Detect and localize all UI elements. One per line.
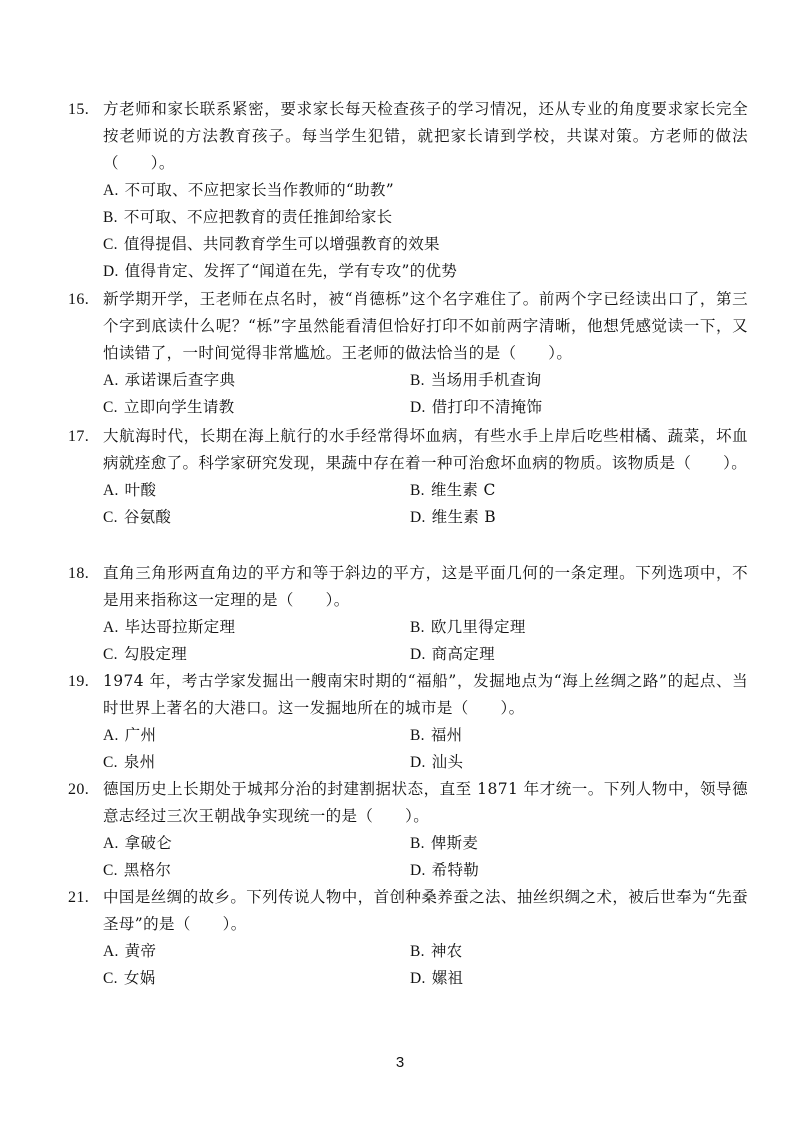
question-stem	[68, 423, 748, 477]
option-c[interactable]	[103, 749, 410, 776]
option-letter: B.	[103, 209, 118, 226]
question-text: 德国历史上长期处于城邦分治的封建割据状态，直至 1871 年才统一。下列人物中，领导德意志经过三次王朝战争实现统一的是（ ）。	[103, 780, 748, 825]
option-list	[68, 722, 748, 776]
option-text: 立即向学生请教	[123, 398, 235, 416]
option-text: 毕达哥拉斯定理	[124, 618, 236, 636]
question-15	[68, 96, 748, 285]
option-b[interactable]	[410, 722, 750, 749]
option-text: 女娲	[123, 969, 156, 987]
option-letter: A.	[103, 943, 119, 960]
option-list	[68, 830, 748, 884]
option-list	[68, 938, 748, 992]
option-c[interactable]	[103, 641, 410, 668]
option-letter: A.	[103, 619, 119, 636]
option-b[interactable]	[410, 938, 750, 965]
question-stem	[68, 668, 748, 722]
question-number: 15.	[68, 101, 90, 118]
option-letter: C.	[103, 509, 118, 526]
question-number: 20.	[68, 781, 90, 798]
question-stem	[68, 776, 748, 830]
option-letter: D.	[410, 970, 426, 987]
option-text: 泉州	[123, 753, 156, 771]
option-text: 希特勒	[431, 861, 480, 879]
option-text: 维生素 B	[431, 508, 496, 526]
option-text: 不可取、不应把家长当作教师的“助教”	[124, 181, 394, 199]
option-d[interactable]	[103, 258, 750, 285]
question-text: 新学期开学，王老师在点名时，被“肖德栎”这个名字难住了。前两个字已经读出口了，第三个字到底读什么呢？“栎”字虽然能看清但恰好打印不如前两字清晰，他想凭感觉读一下，又怕读错了，一时间觉得非常尴尬。王老师的做法恰当的是（ ）。	[103, 290, 748, 362]
option-text: 借打印不清掩饰	[431, 398, 543, 416]
option-d[interactable]	[410, 504, 750, 531]
option-list	[68, 177, 748, 285]
question-text: 中国是丝绸的故乡。下列传说人物中，首创种桑养蚕之法、抽丝织绸之术，被后世奉为“先蚕圣母”的是（ ）。	[103, 888, 748, 933]
question-17	[68, 423, 748, 531]
option-list	[68, 614, 748, 668]
option-text: 不可取、不应把教育的责任推卸给家长	[123, 208, 393, 226]
option-c[interactable]	[103, 965, 410, 992]
option-text: 值得肯定、发挥了“闻道在先，学有专攻”的优势	[124, 262, 458, 280]
option-a[interactable]	[103, 477, 410, 504]
option-letter: C.	[103, 399, 118, 416]
option-a[interactable]	[103, 614, 410, 641]
option-text: 谷氨酸	[123, 508, 172, 526]
option-letter: A.	[103, 835, 119, 852]
option-d[interactable]	[410, 394, 750, 421]
option-b[interactable]	[410, 367, 750, 394]
option-text: 勾股定理	[123, 645, 188, 663]
option-c[interactable]	[103, 504, 410, 531]
option-letter: D.	[410, 399, 426, 416]
option-b[interactable]	[410, 614, 750, 641]
option-b[interactable]	[410, 477, 750, 504]
option-text: 商高定理	[431, 645, 495, 663]
question-number: 17.	[68, 428, 90, 445]
option-letter: A.	[103, 182, 119, 199]
question-stem	[68, 96, 748, 177]
option-b[interactable]	[103, 204, 750, 231]
option-a[interactable]	[103, 177, 750, 204]
option-letter: A.	[103, 727, 119, 744]
option-letter: D.	[410, 509, 426, 526]
option-letter: B.	[410, 619, 425, 636]
question-text: 1974 年，考古学家发掘出一艘南宋时期的“福船”，发掘地点为“海上丝绸之路”的起点、当时世界上著名的大港口。这一发掘地所在的城市是（ ）。	[103, 672, 748, 717]
option-letter: B.	[410, 835, 425, 852]
option-d[interactable]	[410, 965, 750, 992]
option-text: 值得提倡、共同教育学生可以增强教育的效果	[123, 235, 440, 253]
option-letter: C.	[103, 754, 118, 771]
option-a[interactable]	[103, 830, 410, 857]
option-text: 当场用手机查询	[430, 371, 542, 389]
option-letter: D.	[410, 646, 426, 663]
question-21	[68, 884, 748, 992]
option-letter: B.	[410, 943, 425, 960]
question-18	[68, 560, 748, 668]
option-letter: B.	[410, 727, 425, 744]
option-text: 黄帝	[124, 942, 157, 960]
question-stem	[68, 560, 748, 614]
option-text: 黑格尔	[123, 861, 172, 879]
option-letter: C.	[103, 236, 118, 253]
option-text: 拿破仑	[124, 834, 173, 852]
question-number: 19.	[68, 673, 90, 690]
question-number: 16.	[68, 291, 90, 308]
question-20	[68, 776, 748, 884]
option-text: 汕头	[431, 753, 464, 771]
option-text: 欧几里得定理	[430, 618, 526, 636]
option-text: 福州	[430, 726, 463, 744]
option-text: 神农	[430, 942, 463, 960]
option-text: 广州	[124, 726, 157, 744]
page-number: 3	[395, 1054, 405, 1071]
option-a[interactable]	[103, 367, 410, 394]
option-letter: C.	[103, 646, 118, 663]
option-c[interactable]	[103, 857, 410, 884]
option-letter: A.	[103, 372, 119, 389]
question-text: 直角三角形两直角边的平方和等于斜边的平方，这是平面几何的一条定理。下列选项中，不是用来指称这一定理的是（ ）。	[103, 564, 748, 609]
question-number: 18.	[68, 565, 90, 582]
question-16	[68, 286, 748, 421]
option-b[interactable]	[410, 830, 750, 857]
option-letter: A.	[103, 482, 119, 499]
option-list	[68, 477, 748, 531]
option-d[interactable]	[410, 749, 750, 776]
option-letter: D.	[103, 263, 119, 280]
option-d[interactable]	[410, 641, 750, 668]
question-stem	[68, 884, 748, 938]
option-list	[68, 367, 748, 421]
question-text: 方老师和家长联系紧密，要求家长每天检查孩子的学习情况，还从专业的角度要求家长完全按老师说的方法教育孩子。每当学生犯错，就把家长请到学校，共谋对策。方老师的做法（ ）。	[103, 100, 748, 172]
option-text: 维生素 C	[430, 481, 496, 499]
question-number: 21.	[68, 889, 90, 906]
option-letter: C.	[103, 970, 118, 987]
question-stem	[68, 286, 748, 367]
question-19	[68, 668, 748, 776]
option-d[interactable]	[410, 857, 750, 884]
option-letter: C.	[103, 862, 118, 879]
option-letter: D.	[410, 754, 426, 771]
option-c[interactable]	[103, 394, 410, 421]
question-text: 大航海时代，长期在海上航行的水手经常得坏血病，有些水手上岸后吃些柑橘、蔬菜，坏血病就痊愈了。科学家研究发现，果蔬中存在着一种可治愈坏血病的物质。该物质是（ ）。	[103, 427, 748, 472]
option-letter: D.	[410, 862, 426, 879]
option-text: 俾斯麦	[430, 834, 479, 852]
option-c[interactable]	[103, 231, 750, 258]
option-letter: B.	[410, 372, 425, 389]
option-a[interactable]	[103, 722, 410, 749]
option-a[interactable]	[103, 938, 410, 965]
option-letter: B.	[410, 482, 425, 499]
option-text: 嫘祖	[431, 969, 464, 987]
option-text: 叶酸	[124, 481, 157, 499]
option-text: 承诺课后查字典	[124, 371, 236, 389]
